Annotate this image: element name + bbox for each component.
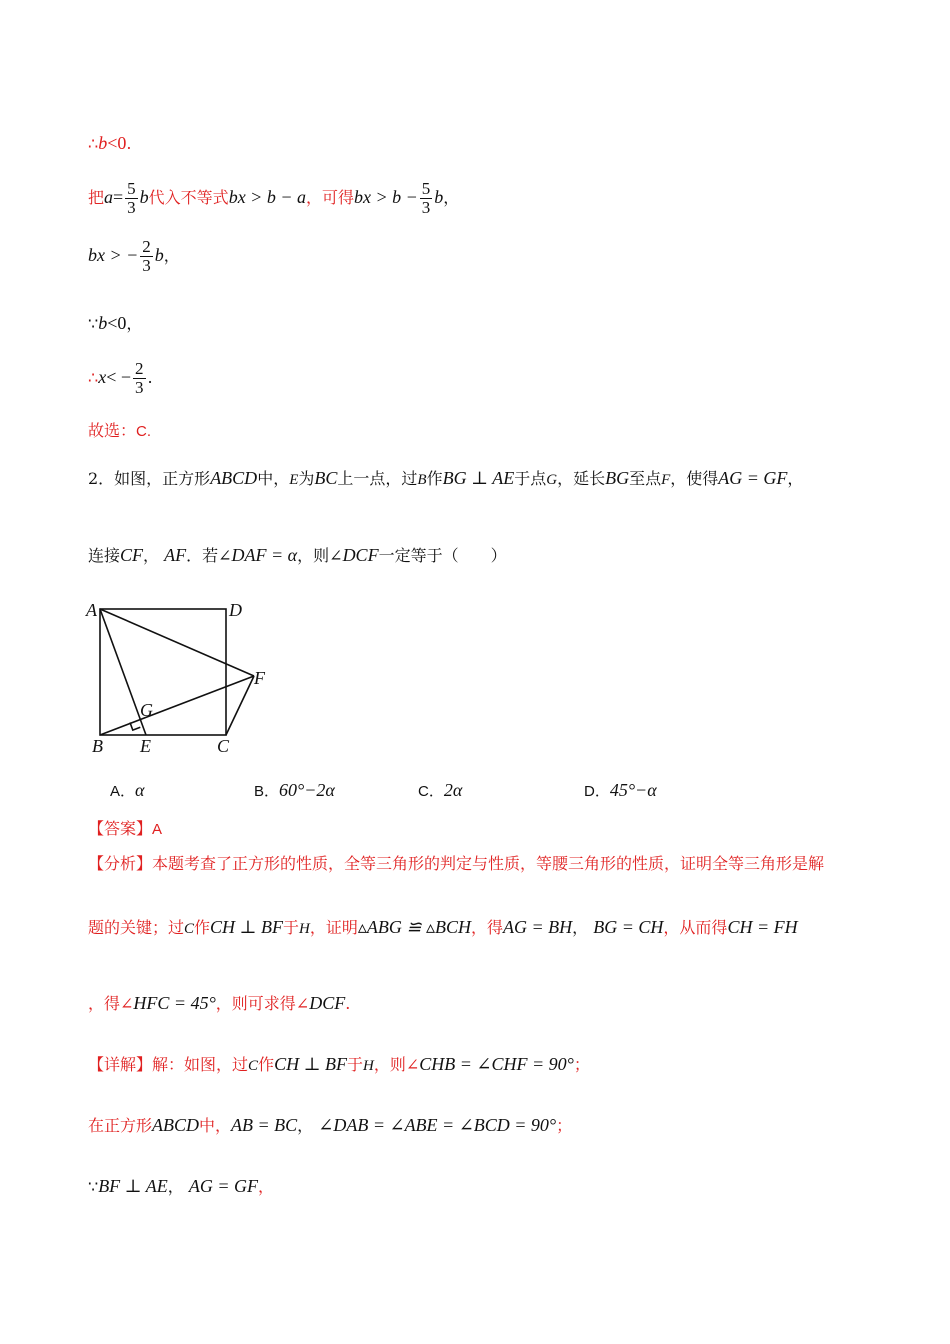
- label-b: B: [92, 736, 103, 756]
- analysis-line-3: ，得∠HFC = 45°，则可求得∠DCF.: [88, 993, 351, 1013]
- fraction: $\frac{5}{3}$: [127, 179, 136, 217]
- choice-statement: 故选：C.: [88, 421, 152, 440]
- option-b[interactable]: B．60°−2α: [254, 780, 335, 800]
- solution-line-3: bx > − $\frac{2}{3}$ b，: [88, 237, 180, 275]
- geometry-figure: [84, 596, 284, 761]
- fraction: $\frac{5}{3}$: [421, 179, 431, 217]
- fraction: $\frac{2}{3}$: [135, 359, 144, 397]
- solution-line-1: ∴b<0.: [88, 133, 132, 153]
- detail-line-3: ∵BF ⊥ AE， AG = GF，: [88, 1176, 275, 1196]
- option-a[interactable]: A．α: [110, 780, 145, 800]
- analysis-line-2: 题的关键；过C作CH ⊥ BF于H，证明▵ABG ≌ ▵BCH，得AG = BH， BG = CH，从而得CH = FH: [88, 917, 798, 937]
- analysis-line-1: 【分析】本题考查了正方形的性质，全等三角形的判定与性质，等腰三角形的性质，证明全等三角形是解: [88, 854, 825, 873]
- detail-line-1: 【详解】解：如图，过C作CH ⊥ BF于H，则∠CHB = ∠CHF = 90°；: [88, 1054, 590, 1074]
- square-abcd: [100, 609, 226, 735]
- option-c[interactable]: C．2α: [418, 780, 463, 800]
- label-f: F: [254, 668, 265, 688]
- label-d: D: [229, 600, 242, 620]
- label-e: E: [140, 736, 151, 756]
- solution-line-5: ∴x< − $\frac{2}{3}$ .: [88, 359, 153, 397]
- label-c: C: [217, 736, 230, 756]
- label-g: G: [140, 700, 153, 720]
- answer-line: 【答案】A: [88, 819, 163, 838]
- fraction: $\frac{2}{3}$: [142, 237, 151, 275]
- question-2-line-2: 连接CF， AF．若∠DAF = α，则∠DCF一定等于（ ）: [88, 545, 507, 565]
- detail-line-2: 在正方形ABCD中，AB = BC， ∠DAB = ∠ABE = ∠BCD = 90°；: [88, 1115, 573, 1135]
- solution-line-4: ∵b<0，: [88, 313, 143, 333]
- label-a: A: [86, 600, 97, 620]
- question-2-line-1: 2．如图，正方形ABCD中，E为BC上一点，过B作BG ⊥ AE于点G，延长BG至点F，使得AG = GF，: [88, 468, 804, 488]
- solution-line-2: 把a= $\frac{5}{3}$ b代入不等式bx > b − a，可得bx > b − $\frac{5}{3}$ b，: [88, 179, 460, 217]
- option-d[interactable]: D．45°−α: [584, 780, 657, 800]
